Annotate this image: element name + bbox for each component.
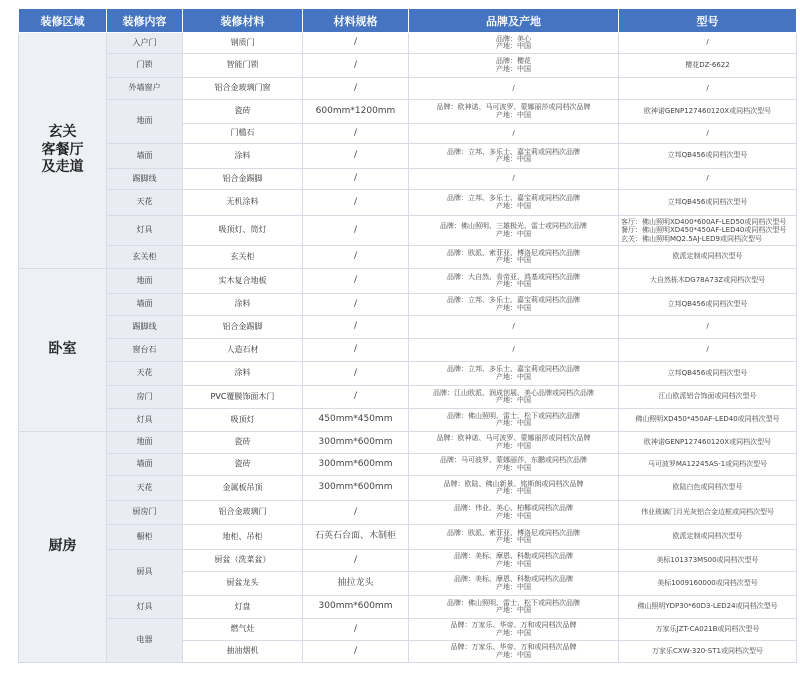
cell-line: 品牌：立邦、多乐士、嘉宝莉或同档次品牌: [447, 194, 580, 203]
model-cell: [619, 144, 797, 169]
table-row: [19, 476, 797, 501]
cell-line: /: [512, 83, 515, 92]
model-cell: [619, 216, 797, 246]
cell-line: 万家乐JZT-CA021B或同档次型号: [655, 624, 760, 633]
cell-line: 品牌：万家乐、华帝、万和或同档次品牌: [450, 621, 577, 630]
spec-cell: /: [303, 190, 409, 216]
table-row: [19, 246, 797, 269]
item-cell: 门锁: [107, 54, 183, 78]
cell-line: 品牌：欧派、索菲亚、博洛尼或同档次品牌: [447, 248, 580, 257]
brand-cell: [409, 432, 619, 454]
cell-line: 品牌：佛山照明、雷士、松下或同档次品牌: [447, 411, 580, 420]
cell-line: 产地：中国: [496, 463, 531, 472]
item-cell: 墙面: [107, 294, 183, 316]
brand-cell: [409, 78, 619, 100]
item-cell: 厨具: [107, 550, 183, 596]
table-row: [19, 216, 797, 246]
cell-line: 产地：中国: [496, 372, 531, 381]
spec-cell: 300mm*600mm: [303, 476, 409, 501]
cell-line: 品牌：大自然、肯帝亚、鸿基或同档次品牌: [447, 272, 580, 281]
cell-line: 产地：中国: [496, 582, 531, 591]
cell-line: 品牌：江山欧派、润成创展、美心品牌或同档次品牌: [433, 388, 594, 397]
cell-line: /: [706, 345, 709, 354]
spec-cell: /: [303, 501, 409, 525]
model-cell: [619, 33, 797, 54]
cell-line: 欧神诺GENP127460120X或同档次型号: [643, 106, 772, 115]
cell-line: 产地：中国: [496, 396, 531, 404]
table-row: [19, 362, 797, 386]
table-row: [19, 619, 797, 641]
cell-line: 品牌：立邦、多乐士、嘉宝莉或同档次品牌: [447, 147, 580, 156]
table-row: [19, 294, 797, 316]
cell-line: 产地：中国: [496, 559, 531, 568]
table-row: [19, 454, 797, 476]
cell-line: 卧室: [48, 341, 77, 358]
material-cell: 铝合金踢脚: [183, 316, 303, 339]
cell-line: 立邦QB456或同档次型号: [667, 368, 748, 377]
spec-cell: /: [303, 619, 409, 641]
brand-cell: [409, 619, 619, 641]
table-row: [19, 144, 797, 169]
cell-line: 立邦QB456或同档次型号: [667, 197, 748, 206]
cell-line: 立邦QB456或同档次型号: [667, 299, 748, 308]
cell-line: /: [706, 38, 709, 47]
item-cell: 踢脚线: [107, 169, 183, 190]
brand-cell: [409, 362, 619, 386]
item-cell: 地面: [107, 432, 183, 454]
cell-line: 伟业玻璃门月光灰铝合金边框或同档次型号: [641, 507, 774, 516]
brand-cell: [409, 100, 619, 124]
cell-line: 产地：中国: [496, 536, 531, 544]
spec-cell: /: [303, 216, 409, 246]
table-row: [19, 78, 797, 100]
brand-cell: [409, 386, 619, 409]
model-cell: [619, 124, 797, 144]
cell-line: 产地：中国: [496, 110, 531, 119]
material-cell: 瓷砖: [183, 454, 303, 476]
brand-cell: [409, 169, 619, 190]
brand-cell: [409, 454, 619, 476]
cell-line: 品牌：欧神诺、马可波罗、蒙娜丽莎或同档次品牌: [436, 434, 591, 443]
cell-line: 玄关: [48, 124, 77, 141]
spec-cell: /: [303, 78, 409, 100]
spec-cell: /: [303, 386, 409, 409]
model-cell: [619, 409, 797, 432]
cell-line: 品牌：欧派、索菲亚、博洛尼或同档次品牌: [447, 528, 580, 537]
item-cell: 天花: [107, 476, 183, 501]
material-cell: 人造石材: [183, 339, 303, 362]
cell-line: /: [706, 83, 709, 92]
cell-line: 厨房: [48, 538, 77, 555]
material-cell: 吸顶灯: [183, 409, 303, 432]
item-cell: 玄关柜: [107, 246, 183, 269]
cell-line: 立邦QB456或同档次型号: [667, 151, 748, 160]
cell-line: 产地：中国: [496, 280, 531, 288]
material-cell: 铝合金玻璃门: [183, 501, 303, 525]
material-cell: 无机涂料: [183, 190, 303, 216]
cell-line: 万家乐CXW-320-ST1或同档次型号: [652, 646, 763, 655]
cell-line: /: [512, 322, 515, 331]
material-cell: 实木复合地板: [183, 269, 303, 294]
material-cell: 玄关柜: [183, 246, 303, 269]
cell-line: 玄关：佛山照明MQ2.5AJ-LED9或同档次型号: [621, 234, 762, 243]
model-cell: [619, 641, 797, 663]
model-cell: [619, 269, 797, 294]
spec-cell: 抽拉龙头: [303, 572, 409, 596]
table-row: [19, 169, 797, 190]
spec-cell: 450mm*450mm: [303, 409, 409, 432]
model-cell: [619, 316, 797, 339]
cell-line: 品牌：美标、摩恩、科勒或同档次品牌: [454, 552, 573, 561]
spec-cell: /: [303, 316, 409, 339]
material-cell: 门槛石: [183, 124, 303, 144]
cell-line: 美标101373MS00或同档次型号: [656, 555, 759, 564]
header-brand: 品牌及产地: [409, 9, 619, 33]
spec-cell: /: [303, 124, 409, 144]
table-row: [19, 409, 797, 432]
model-cell: [619, 501, 797, 525]
cell-line: 品牌：马可波罗、蒙娜丽莎、东鹏或同档次品牌: [440, 456, 587, 465]
table-row: [19, 100, 797, 124]
brand-cell: [409, 409, 619, 432]
brand-cell: [409, 476, 619, 501]
item-cell: 灯具: [107, 596, 183, 619]
cell-line: 欧陆白色或同档次型号: [672, 483, 743, 492]
material-cell: 铝合金踢脚: [183, 169, 303, 190]
item-cell: 外墙窗户: [107, 78, 183, 100]
cell-line: 樱花DZ-6622: [685, 60, 730, 69]
table-row: [19, 269, 797, 294]
spec-cell: /: [303, 246, 409, 269]
brand-cell: [409, 641, 619, 663]
item-cell: 灯具: [107, 216, 183, 246]
material-cell: 燃气灶: [183, 619, 303, 641]
cell-line: 美标1009160000或同档次型号: [657, 578, 758, 587]
cell-line: 品牌：欧神诺、马可波罗、蒙娜丽莎或同档次品牌: [436, 103, 591, 112]
spec-cell: /: [303, 144, 409, 169]
model-cell: [619, 572, 797, 596]
cell-line: /: [512, 128, 515, 137]
cell-line: 品牌：佛山照明、雷士、松下或同档次品牌: [447, 598, 580, 607]
model-cell: [619, 339, 797, 362]
cell-line: 产地：中国: [496, 487, 531, 495]
cell-line: 产地：中国: [496, 441, 531, 450]
header-content: 装修内容: [107, 9, 183, 33]
brand-cell: [409, 54, 619, 78]
spec-table-container: [18, 8, 796, 663]
brand-cell: [409, 216, 619, 246]
cell-line: 欧派定制或同档次型号: [672, 532, 743, 541]
spec-cell: 300mm*600mm: [303, 432, 409, 454]
cell-line: 产地：中国: [496, 650, 531, 659]
cell-line: 产地：中国: [496, 229, 531, 238]
brand-cell: [409, 316, 619, 339]
item-cell: 橱柜: [107, 525, 183, 550]
spec-cell: /: [303, 339, 409, 362]
material-cell: 厨盆龙头: [183, 572, 303, 596]
spec-cell: /: [303, 169, 409, 190]
cell-line: 产地：中国: [496, 606, 531, 614]
table-row: [19, 33, 797, 54]
cell-line: 品牌：美标、摩恩、科勒或同档次品牌: [454, 575, 573, 584]
brand-cell: [409, 572, 619, 596]
cell-line: /: [706, 322, 709, 331]
cell-line: 佛山照明YDP30*60D3-LED24或同档次型号: [637, 602, 778, 611]
model-cell: [619, 596, 797, 619]
brand-cell: [409, 190, 619, 216]
item-cell: 窗台石: [107, 339, 183, 362]
cell-line: 品牌：万家乐、华帝、万和或同档次品牌: [450, 643, 577, 652]
cell-line: 餐厅：佛山照明XD450*450AF-LED40或同档次型号: [621, 226, 787, 235]
table-row: [19, 386, 797, 409]
cell-line: /: [706, 128, 709, 137]
cell-line: 品牌：樱花: [496, 57, 531, 66]
header-spec: 材料规格: [303, 9, 409, 33]
model-cell: [619, 525, 797, 550]
cell-line: 产地：中国: [496, 419, 531, 427]
cell-line: 品牌：立邦、多乐士、嘉宝莉或同档次品牌: [447, 365, 580, 374]
model-cell: [619, 100, 797, 124]
cell-line: /: [512, 174, 515, 183]
material-cell: PVC覆膜饰面木门: [183, 386, 303, 409]
model-cell: [619, 190, 797, 216]
material-cell: 智能门锁: [183, 54, 303, 78]
table-row: [19, 596, 797, 619]
spec-cell: /: [303, 54, 409, 78]
model-cell: [619, 432, 797, 454]
brand-cell: [409, 550, 619, 572]
model-cell: [619, 454, 797, 476]
item-cell: 踢脚线: [107, 316, 183, 339]
area-cell: [19, 33, 107, 269]
spec-cell: /: [303, 362, 409, 386]
cell-line: 及走道: [41, 159, 84, 176]
table-row: [19, 501, 797, 525]
material-cell: 瓷砖: [183, 100, 303, 124]
cell-line: 产地：中国: [496, 42, 531, 50]
model-cell: [619, 169, 797, 190]
spec-cell: /: [303, 33, 409, 54]
item-cell: 墙面: [107, 144, 183, 169]
cell-line: 产地：中国: [496, 64, 531, 73]
table-row: [19, 190, 797, 216]
cell-line: 佛山照明XD450*450AF-LED40或同档次型号: [635, 415, 780, 424]
table-row: [19, 525, 797, 550]
brand-cell: [409, 124, 619, 144]
material-cell: 抽油烟机: [183, 641, 303, 663]
table-row: [19, 339, 797, 362]
item-cell: 厨房门: [107, 501, 183, 525]
model-cell: [619, 78, 797, 100]
cell-line: 品牌：美心: [496, 34, 531, 43]
material-cell: 吸顶灯、筒灯: [183, 216, 303, 246]
cell-line: 产地：中国: [496, 155, 531, 163]
model-cell: [619, 362, 797, 386]
model-cell: [619, 246, 797, 269]
item-cell: 墙面: [107, 454, 183, 476]
cell-line: 江山欧派铝合饰面或同档次型号: [658, 392, 757, 401]
model-cell: [619, 386, 797, 409]
cell-line: 客餐厅: [41, 141, 84, 158]
cell-line: 产地：中国: [496, 303, 531, 312]
spec-cell: 600mm*1200mm: [303, 100, 409, 124]
cell-line: 产地：中国: [496, 201, 531, 210]
spec-cell: 石英石台面、木制柜: [303, 525, 409, 550]
cell-line: 品牌：伟业、美心、柏椰或同档次品牌: [454, 504, 573, 513]
material-cell: 灯盘: [183, 596, 303, 619]
cell-line: 产地：中国: [496, 256, 531, 264]
item-cell: 地面: [107, 100, 183, 144]
cell-line: 欧派定制或同档次型号: [672, 252, 743, 261]
item-cell: 灯具: [107, 409, 183, 432]
item-cell: 电器: [107, 619, 183, 663]
table-row: [19, 550, 797, 572]
table-row: [19, 432, 797, 454]
item-cell: 入户门: [107, 33, 183, 54]
material-cell: 瓷砖: [183, 432, 303, 454]
cell-line: 品牌：立邦、多乐士、嘉宝莉或同档次品牌: [447, 296, 580, 305]
model-cell: [619, 619, 797, 641]
spec-cell: 300mm*600mm: [303, 596, 409, 619]
brand-cell: [409, 246, 619, 269]
cell-line: /: [706, 174, 709, 183]
brand-cell: [409, 339, 619, 362]
material-cell: 涂料: [183, 144, 303, 169]
cell-line: 产地：中国: [496, 511, 531, 520]
spec-cell: /: [303, 294, 409, 316]
brand-cell: [409, 33, 619, 54]
cell-line: /: [512, 345, 515, 354]
spec-cell: /: [303, 269, 409, 294]
brand-cell: [409, 501, 619, 525]
spec-cell: 300mm*600mm: [303, 454, 409, 476]
brand-cell: [409, 525, 619, 550]
header-material: 装修材料: [183, 9, 303, 33]
model-cell: [619, 550, 797, 572]
brand-cell: [409, 269, 619, 294]
model-cell: [619, 476, 797, 501]
brand-cell: [409, 144, 619, 169]
table-header-row: [19, 9, 797, 33]
item-cell: 天花: [107, 362, 183, 386]
material-cell: 涂料: [183, 294, 303, 316]
material-cell: 地柜、吊柜: [183, 525, 303, 550]
spec-cell: /: [303, 550, 409, 572]
cell-line: 马可波罗MA12245AS-1或同档次型号: [647, 459, 768, 468]
cell-line: 品牌：佛山照明、三雄极光、雷士或同档次品牌: [440, 222, 587, 231]
item-cell: 房门: [107, 386, 183, 409]
area-cell: [19, 432, 107, 663]
header-area: 装修区域: [19, 9, 107, 33]
renovation-spec-table: [18, 8, 797, 663]
item-cell: 天花: [107, 190, 183, 216]
table-row: [19, 316, 797, 339]
cell-line: 欧神诺GENP127460120X或同档次型号: [643, 437, 772, 446]
material-cell: 厨盆（洗菜盆）: [183, 550, 303, 572]
brand-cell: [409, 294, 619, 316]
area-cell: [19, 269, 107, 432]
material-cell: 钢质门: [183, 33, 303, 54]
material-cell: 金属板吊顶: [183, 476, 303, 501]
model-cell: [619, 294, 797, 316]
cell-line: 大自然栎木DG78A73Z或同档次型号: [649, 276, 766, 285]
brand-cell: [409, 596, 619, 619]
material-cell: 涂料: [183, 362, 303, 386]
model-cell: [619, 54, 797, 78]
cell-line: 品牌：欧陆、佛山新景、铭斯朗或同档次品牌: [443, 479, 584, 488]
header-model: 型号: [619, 9, 797, 33]
spec-cell: /: [303, 641, 409, 663]
material-cell: 铝合金玻璃门窗: [183, 78, 303, 100]
table-row: [19, 54, 797, 78]
cell-line: 客厅：佛山照明XD400*600AF-LED50或同档次型号: [621, 218, 787, 227]
item-cell: 地面: [107, 269, 183, 294]
cell-line: 产地：中国: [496, 628, 531, 637]
